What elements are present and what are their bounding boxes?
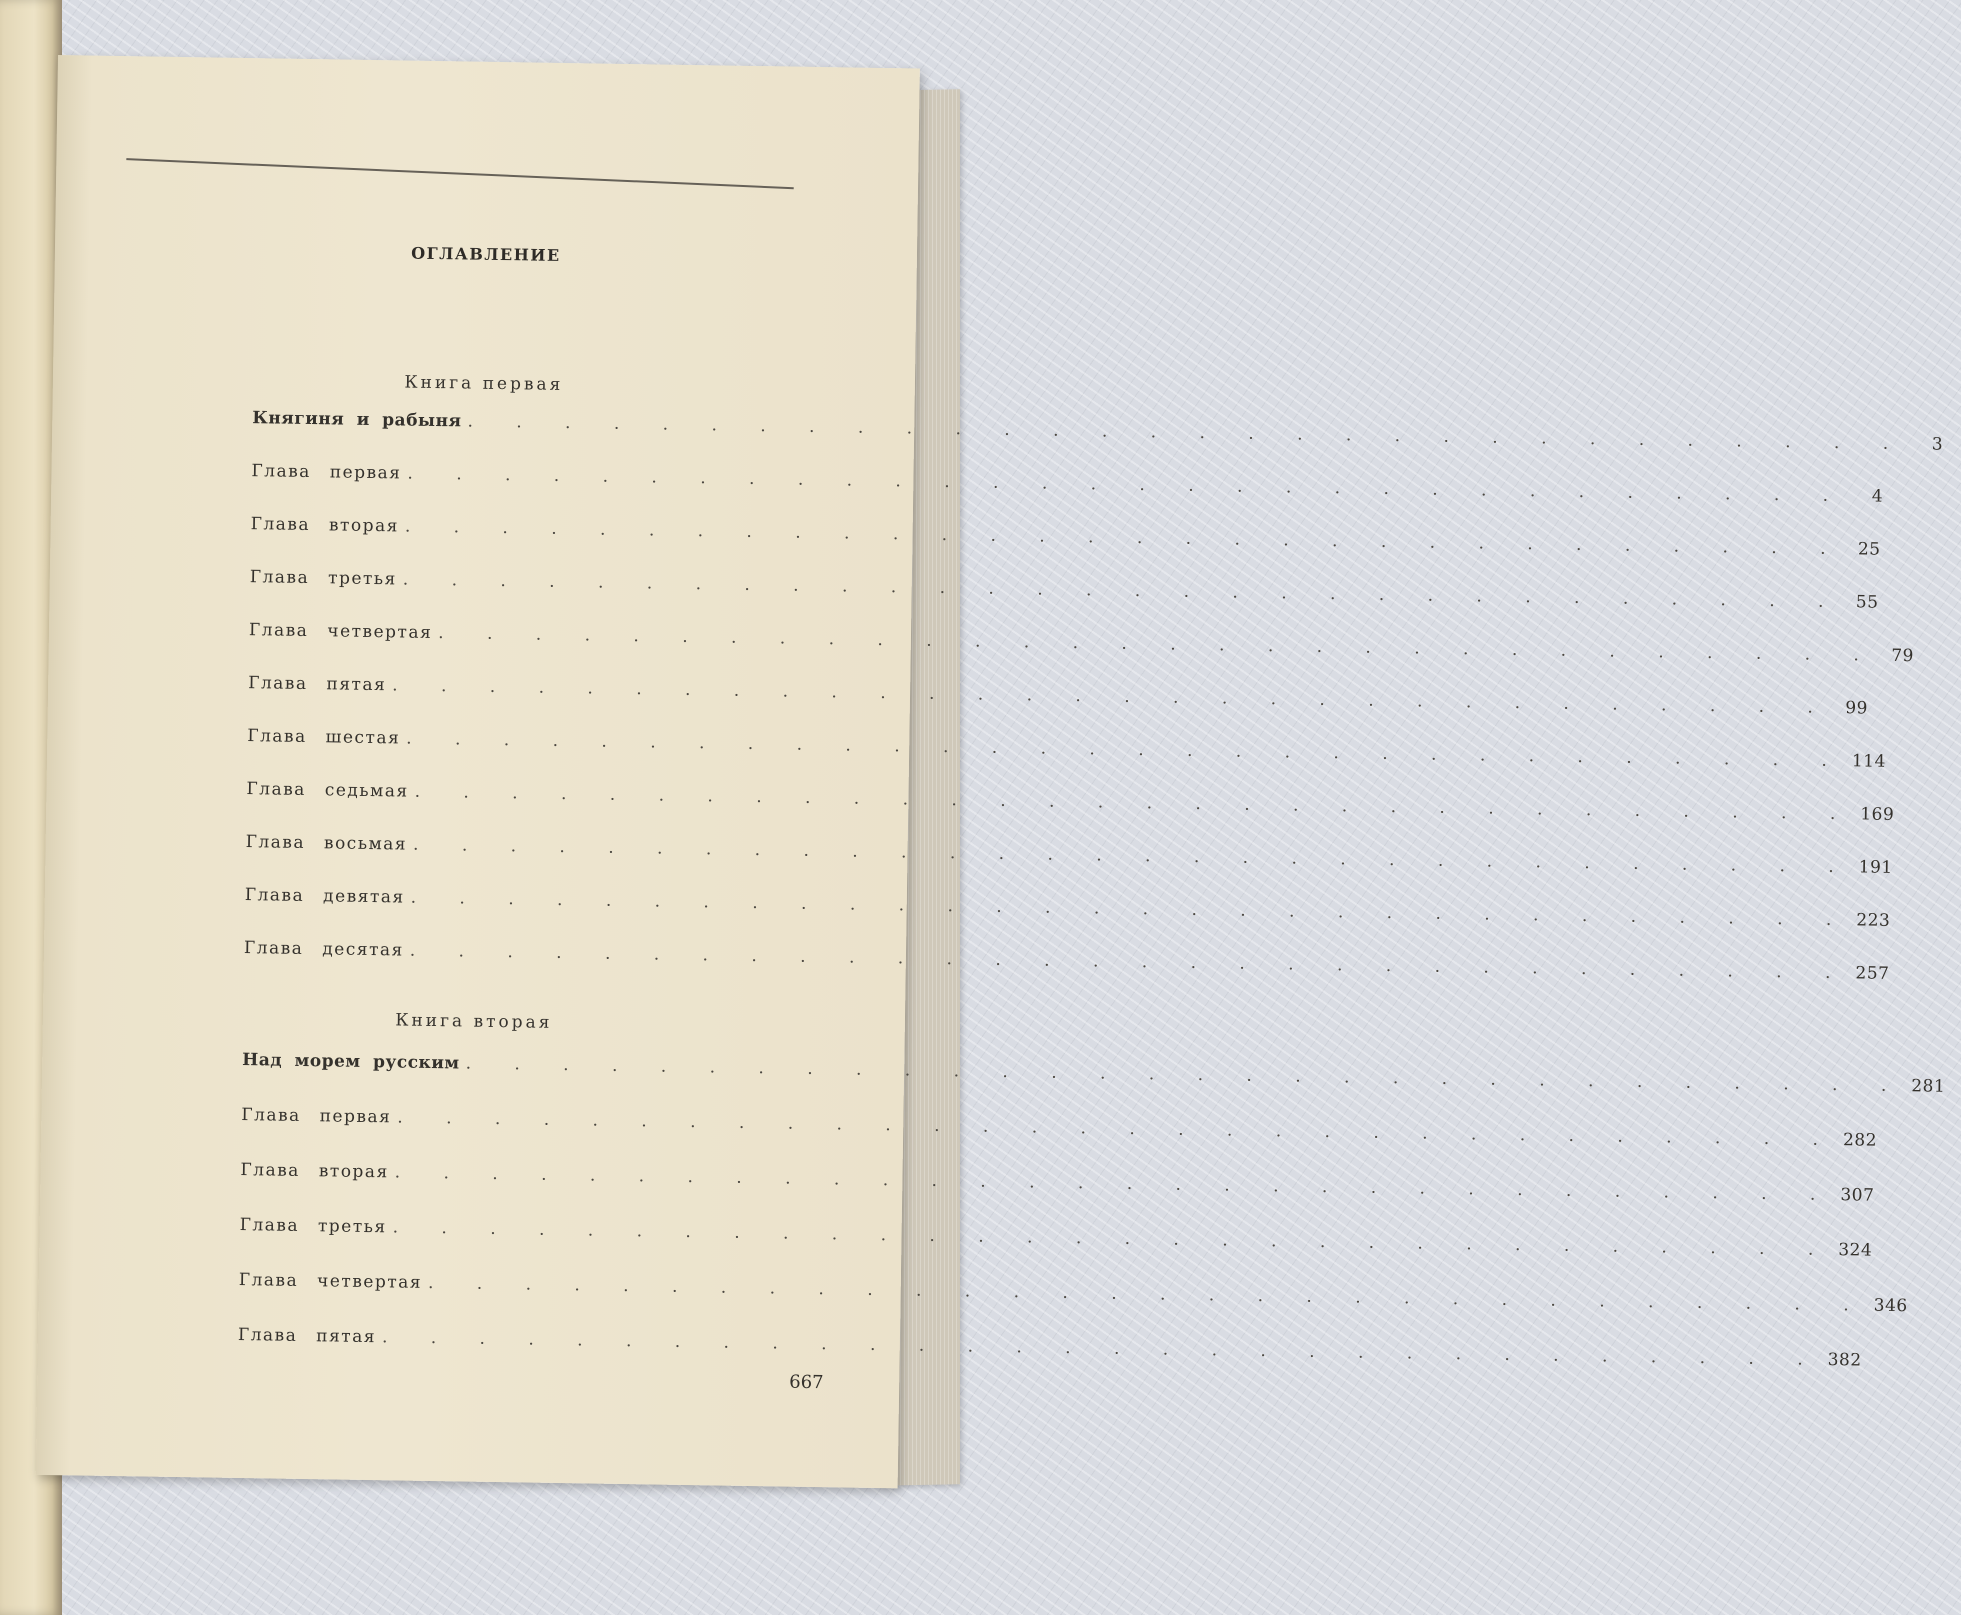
toc-entry-label: Глава третья bbox=[239, 1214, 387, 1238]
toc-entry-page: 169 bbox=[1860, 804, 1895, 825]
toc-entry bbox=[242, 1046, 1946, 1097]
toc-entry-label: Глава пятая bbox=[237, 1324, 377, 1348]
toc-entry-page: 99 bbox=[1845, 698, 1869, 719]
toc-entry-label: Глава девятая bbox=[244, 885, 405, 908]
toc-entry-page: 55 bbox=[1855, 592, 1879, 613]
toc-entry-page: 282 bbox=[1842, 1130, 1878, 1151]
toc-entry-page: 114 bbox=[1851, 751, 1887, 772]
toc-entry-label: Глава вторая bbox=[240, 1160, 389, 1183]
toc-entry-label: Глава первая bbox=[241, 1105, 392, 1128]
toc-entry-page: 346 bbox=[1873, 1295, 1908, 1317]
book-heading-1: Книга первая bbox=[404, 372, 564, 395]
toc-entry bbox=[241, 1101, 1878, 1151]
page-title: ОГЛАВЛЕНИЕ bbox=[411, 243, 561, 265]
toc-entry-label: Глава третья bbox=[249, 567, 398, 590]
toc-entry bbox=[252, 404, 1944, 455]
toc-leader-dots: . . . . . . . . . . . . . . . . . . . . . . . . . . . . . . bbox=[410, 887, 1851, 931]
toc-entry-label: Глава первая bbox=[251, 461, 402, 484]
toc-entry-label: Глава четвертая bbox=[248, 620, 433, 643]
toc-leader-dots: . . . . . . . . . . . . . . . . . . . . . . . . . . . . . . bbox=[407, 463, 1848, 507]
toc-entry-page: 25 bbox=[1857, 539, 1881, 560]
toc-entry-page: 3 bbox=[1931, 434, 1944, 455]
toc-leader-dots: . . . . . . . . . . . . . . . . . . . . . . . . . . . . . . bbox=[392, 675, 1833, 718]
toc-entry bbox=[237, 1321, 1862, 1371]
header-rule bbox=[126, 158, 793, 189]
toc-entry bbox=[251, 457, 1884, 507]
toc-entry bbox=[243, 934, 1890, 984]
toc-leader-dots: . . . . . . . . . . . . . . . . . . . . . . . . . . . . . . bbox=[409, 940, 1850, 984]
toc-entry-page: 382 bbox=[1827, 1349, 1862, 1371]
toc-entry-label: Глава пятая bbox=[248, 673, 387, 696]
toc-entry bbox=[248, 669, 1869, 719]
toc-leader-dots: . . . . . . . . . . . . . . . . . . . . . . . . . . . . . . bbox=[412, 834, 1853, 878]
toc-entry-page: 307 bbox=[1840, 1185, 1875, 1206]
toc-entry-page: 223 bbox=[1856, 910, 1891, 931]
toc-entry bbox=[249, 563, 1879, 613]
toc-leader-dots: . . . . . . . . . . . . . . . . . . . . . . . . . . . . . . bbox=[465, 1053, 1906, 1097]
toc-entry-page: 324 bbox=[1838, 1240, 1873, 1261]
toc-entry-page: 79 bbox=[1891, 645, 1915, 667]
toc-entry bbox=[244, 881, 1891, 931]
toc-entry-label: Княгиня и рабыня bbox=[252, 408, 462, 432]
toc-entry bbox=[250, 510, 1881, 560]
toc-leader-dots: . . . . . . . . . . . . . . . . . . . . . . . . . . . . . . bbox=[392, 1217, 1833, 1261]
toc-leader-dots: . . . . . . . . . . . . . . . . . . . . . . . . . . . . . . bbox=[381, 1327, 1822, 1370]
toc-leader-dots: . . . . . . . . . . . . . . . . . . . . . . . . . . . . . . bbox=[394, 1162, 1835, 1206]
toc-entry bbox=[240, 1156, 1875, 1206]
toc-entry-label: Глава шестая bbox=[247, 726, 401, 749]
toc-leader-dots: . . . . . . . . . . . . . . . . . . . . . . . . . . . . . . bbox=[406, 728, 1847, 772]
toc-entry bbox=[245, 828, 1893, 878]
page-number: 667 bbox=[789, 1371, 824, 1394]
toc-entry bbox=[248, 616, 1915, 667]
toc-leader-dots: . . . . . . . . . . . . . . . . . . . . . . . . . . . . . . bbox=[467, 411, 1908, 455]
toc-leader-dots: . . . . . . . . . . . . . . . . . . . . . . . . . . . . . . bbox=[404, 516, 1845, 560]
toc-entry bbox=[246, 775, 1895, 825]
toc-entry-label: Глава вторая bbox=[250, 514, 400, 537]
toc-entry-page: 191 bbox=[1858, 857, 1893, 878]
toc-entry-label: Над морем русским bbox=[242, 1050, 460, 1074]
toc-entry-label: Глава десятая bbox=[243, 938, 404, 961]
toc-leader-dots: . . . . . . . . . . . . . . . . . . . . . . . . . . . . . . bbox=[402, 569, 1843, 613]
toc-entry-label: Глава седьмая bbox=[246, 779, 409, 802]
toc-entry-label: Глава восьмая bbox=[245, 832, 408, 855]
toc-entry-page: 281 bbox=[1911, 1076, 1946, 1097]
toc-entry bbox=[239, 1211, 1873, 1261]
toc-entry bbox=[247, 722, 1887, 772]
toc-entry-page: 4 bbox=[1871, 486, 1884, 507]
toc-leader-dots: . . . . . . . . . . . . . . . . . . . . . . . . . . . . . . bbox=[438, 623, 1879, 666]
toc-entry-page: 257 bbox=[1855, 963, 1890, 984]
toc-entry bbox=[238, 1266, 1908, 1317]
book-heading-2: Книга вторая bbox=[395, 1010, 553, 1033]
toc-leader-dots: . . . . . . . . . . . . . . . . . . . . . . . . . . . . . . bbox=[397, 1107, 1838, 1151]
toc-entry-label: Глава четвертая bbox=[238, 1269, 423, 1293]
toc-leader-dots: . . . . . . . . . . . . . . . . . . . . . . . . . . . . . . bbox=[427, 1272, 1868, 1316]
toc-leader-dots: . . . . . . . . . . . . . . . . . . . . . . . . . . . . . . bbox=[414, 781, 1855, 825]
book-page bbox=[36, 55, 1946, 1488]
